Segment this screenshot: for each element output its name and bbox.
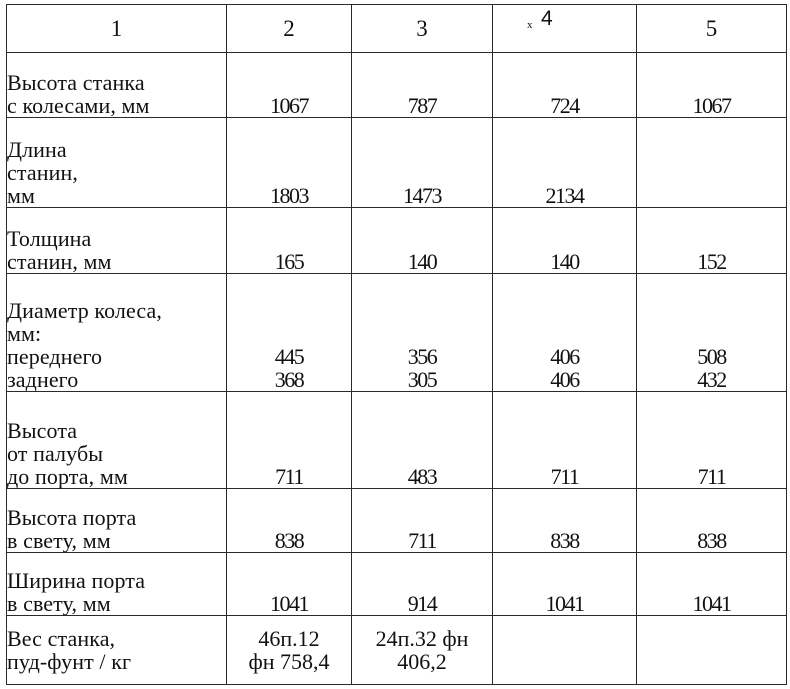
cell-value: 724 bbox=[493, 53, 637, 118]
cell-value: 508 432 bbox=[637, 274, 787, 392]
row-label: Толщина станин, мм bbox=[7, 208, 227, 274]
table-row bbox=[7, 208, 787, 274]
cell-value: 711 bbox=[352, 489, 493, 553]
row-label: Высота порта в свету, мм bbox=[7, 489, 227, 553]
cell-value: 445 368 bbox=[227, 274, 352, 392]
cell-value-empty bbox=[493, 616, 637, 685]
cell-value: 1803 bbox=[227, 118, 352, 208]
cell-value: 838 bbox=[493, 489, 637, 553]
cell-value: 787 bbox=[352, 53, 493, 118]
gun-carriage-spec-table bbox=[6, 4, 787, 685]
cell-value: 838 bbox=[227, 489, 352, 553]
header-cell-3: 3 bbox=[352, 5, 493, 53]
table-row bbox=[7, 274, 787, 392]
header-cell-5: 5 bbox=[637, 5, 787, 53]
cell-value: 140 bbox=[352, 208, 493, 274]
cell-value: 46п.12 фн 758,4 bbox=[227, 616, 352, 685]
header-cell-2: 2 bbox=[227, 5, 352, 53]
table-row bbox=[7, 392, 787, 489]
cell-value: 24п.32 фн 406,2 bbox=[352, 616, 493, 685]
cell-value-empty bbox=[637, 118, 787, 208]
cell-value-empty bbox=[637, 616, 787, 685]
cell-value: 1067 bbox=[637, 53, 787, 118]
cell-value: 711 bbox=[493, 392, 637, 489]
row-label: Диаметр колеса, мм: переднего заднего bbox=[7, 274, 227, 392]
header-cell-4-label: 4 bbox=[541, 7, 553, 30]
table-row bbox=[7, 118, 787, 208]
cell-value: 838 bbox=[637, 489, 787, 553]
cell-value: 152 bbox=[637, 208, 787, 274]
footnote-mark: x bbox=[527, 19, 533, 31]
cell-value: 1067 bbox=[227, 53, 352, 118]
table-row bbox=[7, 489, 787, 553]
cell-value: 165 bbox=[227, 208, 352, 274]
header-row bbox=[7, 5, 787, 53]
row-label: Ширина порта в свету, мм bbox=[7, 553, 227, 616]
table-row bbox=[7, 553, 787, 616]
cell-value: 1473 bbox=[352, 118, 493, 208]
cell-value: 2134 bbox=[493, 118, 637, 208]
row-label: Высота от палубы до порта, мм bbox=[7, 392, 227, 489]
row-label: Вес станка, пуд-фунт / кг bbox=[7, 616, 227, 685]
row-label: Высота станка с колесами, мм bbox=[7, 53, 227, 118]
row-label: Длина станин, мм bbox=[7, 118, 227, 208]
cell-value: 140 bbox=[493, 208, 637, 274]
cell-value: 1041 bbox=[637, 553, 787, 616]
cell-value: 711 bbox=[227, 392, 352, 489]
cell-value: 356 305 bbox=[352, 274, 493, 392]
header-cell-1: 1 bbox=[7, 5, 227, 53]
header-cell-4 bbox=[493, 5, 637, 53]
cell-value: 1041 bbox=[227, 553, 352, 616]
table-row bbox=[7, 53, 787, 118]
cell-value: 1041 bbox=[493, 553, 637, 616]
table-row bbox=[7, 616, 787, 685]
cell-value: 914 bbox=[352, 553, 493, 616]
cell-value: 406 406 bbox=[493, 274, 637, 392]
cell-value: 711 bbox=[637, 392, 787, 489]
cell-value: 483 bbox=[352, 392, 493, 489]
